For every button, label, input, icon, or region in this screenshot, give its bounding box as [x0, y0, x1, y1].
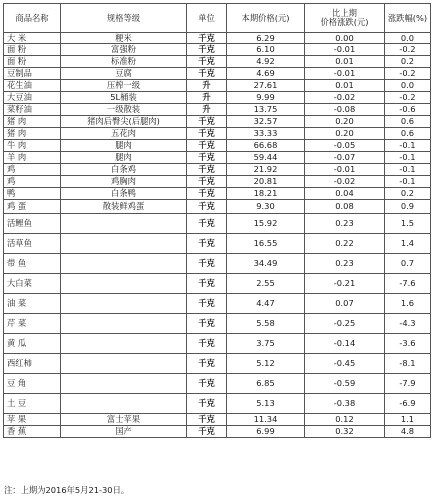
cell-price-change: 0.12 — [305, 414, 385, 426]
cell-product-name: 大白菜 — [4, 274, 61, 294]
cell-product-name: 西红柿 — [4, 354, 61, 374]
cell-unit: 千克 — [187, 294, 227, 314]
cell-product-name: 鸡 — [4, 176, 61, 188]
cell-specification — [61, 374, 187, 394]
header-change-percent: 涨跌幅(%) — [385, 4, 431, 33]
cell-unit: 千克 — [187, 188, 227, 200]
cell-product-name: 大豆油 — [4, 92, 61, 104]
cell-change-percent: 0.6 — [385, 128, 431, 140]
cell-product-name: 大 米 — [4, 33, 61, 44]
cell-change-percent: 1.1 — [385, 414, 431, 426]
cell-specification — [61, 314, 187, 334]
cell-unit: 千克 — [187, 214, 227, 234]
cell-price-change: -0.02 — [305, 92, 385, 104]
cell-unit: 千克 — [187, 68, 227, 80]
cell-product-name: 面 粉 — [4, 56, 61, 68]
cell-product-name: 牛 肉 — [4, 140, 61, 152]
cell-product-name: 黄 瓜 — [4, 334, 61, 354]
cell-product-name: 活草鱼 — [4, 234, 61, 254]
cell-current-price: 27.61 — [227, 80, 305, 92]
header-current-price: 本期价格(元) — [227, 4, 305, 33]
cell-unit: 升 — [187, 80, 227, 92]
cell-unit: 千克 — [187, 314, 227, 334]
cell-price-change: -0.59 — [305, 374, 385, 394]
table-row — [4, 56, 431, 68]
cell-unit: 千克 — [187, 128, 227, 140]
cell-specification: 腿肉 — [61, 152, 187, 164]
cell-product-name: 土 豆 — [4, 394, 61, 414]
cell-unit: 千克 — [187, 394, 227, 414]
header-product-name: 商品名称 — [4, 4, 61, 33]
cell-product-name: 菜籽油 — [4, 104, 61, 116]
cell-specification: 鸡胸肉 — [61, 176, 187, 188]
cell-current-price: 6.99 — [227, 426, 305, 438]
cell-specification: 白条鸭 — [61, 188, 187, 200]
cell-product-name: 花生油 — [4, 80, 61, 92]
cell-specification: 猪肉后臀尖(后腿肉) — [61, 116, 187, 128]
cell-specification — [61, 354, 187, 374]
table-row — [4, 254, 431, 274]
cell-price-change: -0.25 — [305, 314, 385, 334]
cell-change-percent: 0.0 — [385, 33, 431, 44]
cell-change-percent: 0.7 — [385, 254, 431, 274]
table-row — [4, 234, 431, 254]
cell-current-price: 13.75 — [227, 104, 305, 116]
cell-current-price: 66.68 — [227, 140, 305, 152]
cell-current-price: 15.92 — [227, 214, 305, 234]
cell-change-percent: -0.1 — [385, 140, 431, 152]
cell-specification — [61, 214, 187, 234]
cell-specification: 5L桶装 — [61, 92, 187, 104]
cell-change-percent: 4.8 — [385, 426, 431, 438]
table-row — [4, 128, 431, 140]
cell-unit: 千克 — [187, 334, 227, 354]
cell-specification — [61, 234, 187, 254]
cell-product-name: 豆 角 — [4, 374, 61, 394]
cell-current-price: 18.21 — [227, 188, 305, 200]
cell-current-price: 5.58 — [227, 314, 305, 334]
table-row — [4, 188, 431, 200]
cell-product-name: 鸡 — [4, 164, 61, 176]
cell-price-change: -0.05 — [305, 140, 385, 152]
cell-product-name: 芹 菜 — [4, 314, 61, 334]
cell-unit: 千克 — [187, 44, 227, 56]
header-row — [4, 4, 431, 33]
table-row — [4, 140, 431, 152]
cell-specification: 豆腐 — [61, 68, 187, 80]
table-row — [4, 80, 431, 92]
cell-current-price: 4.47 — [227, 294, 305, 314]
cell-unit: 升 — [187, 92, 227, 104]
cell-current-price: 5.12 — [227, 354, 305, 374]
cell-change-percent: -4.3 — [385, 314, 431, 334]
table-row — [4, 104, 431, 116]
cell-price-change: -0.01 — [305, 44, 385, 56]
cell-change-percent: -0.6 — [385, 104, 431, 116]
footnote: 注：上期为2016年5月21-30日。 — [4, 485, 130, 495]
cell-change-percent: 1.6 — [385, 294, 431, 314]
cell-specification: 粳米 — [61, 33, 187, 44]
table-row — [4, 92, 431, 104]
cell-current-price: 21.92 — [227, 164, 305, 176]
cell-current-price: 4.92 — [227, 56, 305, 68]
cell-unit: 千克 — [187, 176, 227, 188]
cell-change-percent: -0.1 — [385, 152, 431, 164]
cell-unit: 升 — [187, 104, 227, 116]
table-row — [4, 164, 431, 176]
table-row — [4, 426, 431, 438]
cell-product-name: 香 蕉 — [4, 426, 61, 438]
cell-product-name: 猪 肉 — [4, 128, 61, 140]
cell-specification — [61, 334, 187, 354]
cell-unit: 千克 — [187, 254, 227, 274]
cell-specification: 富士苹果 — [61, 414, 187, 426]
table-row — [4, 176, 431, 188]
cell-change-percent: -6.9 — [385, 394, 431, 414]
table-row — [4, 152, 431, 164]
price-table — [3, 3, 431, 438]
table-row — [4, 68, 431, 80]
table-row — [4, 44, 431, 56]
cell-unit: 千克 — [187, 374, 227, 394]
cell-change-percent: -7.6 — [385, 274, 431, 294]
table-row — [4, 116, 431, 128]
cell-price-change: -0.07 — [305, 152, 385, 164]
cell-change-percent: 0.2 — [385, 56, 431, 68]
cell-price-change: 0.20 — [305, 116, 385, 128]
cell-current-price: 11.34 — [227, 414, 305, 426]
cell-change-percent: -0.2 — [385, 68, 431, 80]
cell-price-change: 0.22 — [305, 234, 385, 254]
cell-price-change: 0.01 — [305, 56, 385, 68]
cell-unit: 千克 — [187, 152, 227, 164]
cell-specification: 散装鲜鸡蛋 — [61, 200, 187, 214]
cell-product-name: 带 鱼 — [4, 254, 61, 274]
cell-current-price: 59.44 — [227, 152, 305, 164]
cell-specification — [61, 274, 187, 294]
cell-current-price: 6.10 — [227, 44, 305, 56]
cell-current-price: 6.85 — [227, 374, 305, 394]
cell-specification — [61, 254, 187, 274]
cell-current-price: 32.57 — [227, 116, 305, 128]
table-row — [4, 214, 431, 234]
cell-current-price: 33.33 — [227, 128, 305, 140]
cell-specification: 白条鸡 — [61, 164, 187, 176]
header-price-change: 比上期 价格涨跌(元) — [305, 4, 385, 33]
cell-product-name: 豆制品 — [4, 68, 61, 80]
table-row — [4, 33, 431, 44]
cell-price-change: -0.14 — [305, 334, 385, 354]
cell-change-percent: 1.4 — [385, 234, 431, 254]
cell-current-price: 3.75 — [227, 334, 305, 354]
cell-change-percent: 1.5 — [385, 214, 431, 234]
cell-product-name: 鸭 — [4, 188, 61, 200]
cell-price-change: 0.08 — [305, 200, 385, 214]
cell-price-change: 0.23 — [305, 254, 385, 274]
cell-price-change: 0.32 — [305, 426, 385, 438]
cell-specification: 腿肉 — [61, 140, 187, 152]
cell-change-percent: -3.6 — [385, 334, 431, 354]
cell-change-percent: -0.2 — [385, 92, 431, 104]
cell-change-percent: -0.2 — [385, 44, 431, 56]
cell-price-change: -0.01 — [305, 164, 385, 176]
cell-product-name: 鸡 蛋 — [4, 200, 61, 214]
cell-specification — [61, 394, 187, 414]
cell-current-price: 9.30 — [227, 200, 305, 214]
cell-change-percent: 0.0 — [385, 80, 431, 92]
cell-current-price: 4.69 — [227, 68, 305, 80]
cell-specification: 压榨一级 — [61, 80, 187, 92]
cell-product-name: 猪 肉 — [4, 116, 61, 128]
cell-current-price: 2.55 — [227, 274, 305, 294]
cell-current-price: 16.55 — [227, 234, 305, 254]
table-row — [4, 294, 431, 314]
cell-unit: 千克 — [187, 274, 227, 294]
cell-change-percent: -0.1 — [385, 176, 431, 188]
cell-product-name: 羊 肉 — [4, 152, 61, 164]
cell-specification: 标准粉 — [61, 56, 187, 68]
cell-price-change: -0.01 — [305, 68, 385, 80]
cell-price-change: 0.20 — [305, 128, 385, 140]
cell-unit: 千克 — [187, 414, 227, 426]
cell-current-price: 9.99 — [227, 92, 305, 104]
table-row — [4, 200, 431, 214]
cell-change-percent: -8.1 — [385, 354, 431, 374]
table-row — [4, 274, 431, 294]
cell-price-change: -0.08 — [305, 104, 385, 116]
cell-current-price: 34.49 — [227, 254, 305, 274]
cell-unit: 千克 — [187, 426, 227, 438]
table-row — [4, 334, 431, 354]
table-row — [4, 314, 431, 334]
cell-change-percent: -7.9 — [385, 374, 431, 394]
table-body — [4, 33, 431, 438]
cell-price-change: -0.45 — [305, 354, 385, 374]
table-row — [4, 354, 431, 374]
cell-unit: 千克 — [187, 200, 227, 214]
cell-unit: 千克 — [187, 56, 227, 68]
cell-change-percent: -0.1 — [385, 164, 431, 176]
cell-current-price: 5.13 — [227, 394, 305, 414]
header-specification: 规格等级 — [61, 4, 187, 33]
cell-product-name: 活鲤鱼 — [4, 214, 61, 234]
cell-price-change: -0.38 — [305, 394, 385, 414]
cell-price-change: -0.02 — [305, 176, 385, 188]
cell-unit: 千克 — [187, 33, 227, 44]
cell-price-change: -0.21 — [305, 274, 385, 294]
cell-unit: 千克 — [187, 354, 227, 374]
cell-specification: 一级散装 — [61, 104, 187, 116]
header-unit: 单位 — [187, 4, 227, 33]
cell-specification: 富强粉 — [61, 44, 187, 56]
cell-price-change: 0.23 — [305, 214, 385, 234]
cell-specification: 国产 — [61, 426, 187, 438]
cell-product-name: 面 粉 — [4, 44, 61, 56]
cell-unit: 千克 — [187, 116, 227, 128]
cell-price-change: 0.00 — [305, 33, 385, 44]
cell-change-percent: 0.6 — [385, 116, 431, 128]
cell-price-change: 0.04 — [305, 188, 385, 200]
cell-change-percent: 0.2 — [385, 188, 431, 200]
cell-unit: 千克 — [187, 234, 227, 254]
cell-change-percent: 0.9 — [385, 200, 431, 214]
cell-product-name: 油 菜 — [4, 294, 61, 314]
cell-unit: 千克 — [187, 140, 227, 152]
cell-current-price: 20.81 — [227, 176, 305, 188]
table-row — [4, 374, 431, 394]
cell-current-price: 6.29 — [227, 33, 305, 44]
table-row — [4, 394, 431, 414]
cell-unit: 千克 — [187, 164, 227, 176]
cell-product-name: 苹 果 — [4, 414, 61, 426]
cell-price-change: 0.07 — [305, 294, 385, 314]
cell-price-change: 0.01 — [305, 80, 385, 92]
cell-specification: 五花肉 — [61, 128, 187, 140]
table-row — [4, 414, 431, 426]
cell-specification — [61, 294, 187, 314]
